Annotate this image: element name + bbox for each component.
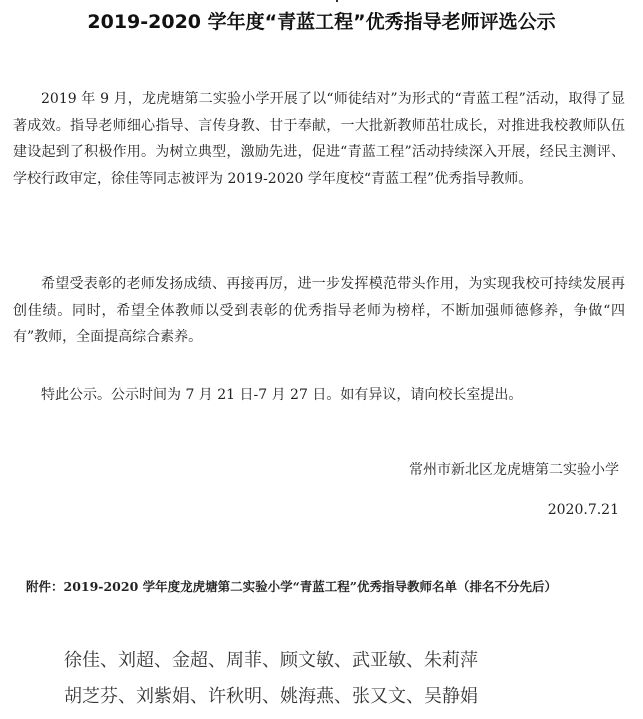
attachment-heading: 附件：2019-2020 学年度龙虎塘第二实验小学“青蓝工程”优秀指导教师名单（排名不分先后）	[26, 579, 558, 594]
paragraph-intro: 2019 年 9 月，龙虎塘第二实验小学开展了以“师徒结对”为形式的“青蓝工程”活动，取得了显著成效。指导老师细心指导、言传身教、甘于奉献，一大批新教师茁壮成长，对推进我校教师队伍建设起到了积极作用。为树立典型，激励先进，促进“青蓝工程”活动持续深入开展，经民主测评、学校行政审定，徐佳等同志被评为 2019-2020 学年度校“青蓝工程”优秀指导教师。	[13, 91, 625, 187]
page-title: 2019-2020 学年度“青蓝工程”优秀指导老师评选公示	[87, 11, 556, 33]
paragraph-hope: 希望受表彰的老师发扬成绩、再接再厉，进一步发挥模范带头作用，为实现我校可持续发展再创佳绩。同时，希望全体教师以受到表彰的优秀指导老师为榜样，不断加强师德修养，争做“四有”教师，全面提高综合素养。	[13, 276, 625, 345]
teacher-names-line-1: 徐佳、刘超、金超、周菲、顾文敏、武亚敏、朱莉萍	[64, 650, 478, 671]
signature-organization: 常州市新北区龙虎塘第二实验小学	[409, 462, 619, 478]
teacher-names-line-2: 胡芝芬、刘紫娟、许秋明、姚海燕、张又文、吴静娟	[64, 686, 478, 707]
paragraph-notice: 特此公示。公示时间为 7 月 21 日-7 月 27 日。如有异议，请向校长室提出。	[41, 387, 523, 403]
signature-date: 2020.7.21	[547, 502, 619, 518]
decorative-dot	[336, 0, 338, 2]
